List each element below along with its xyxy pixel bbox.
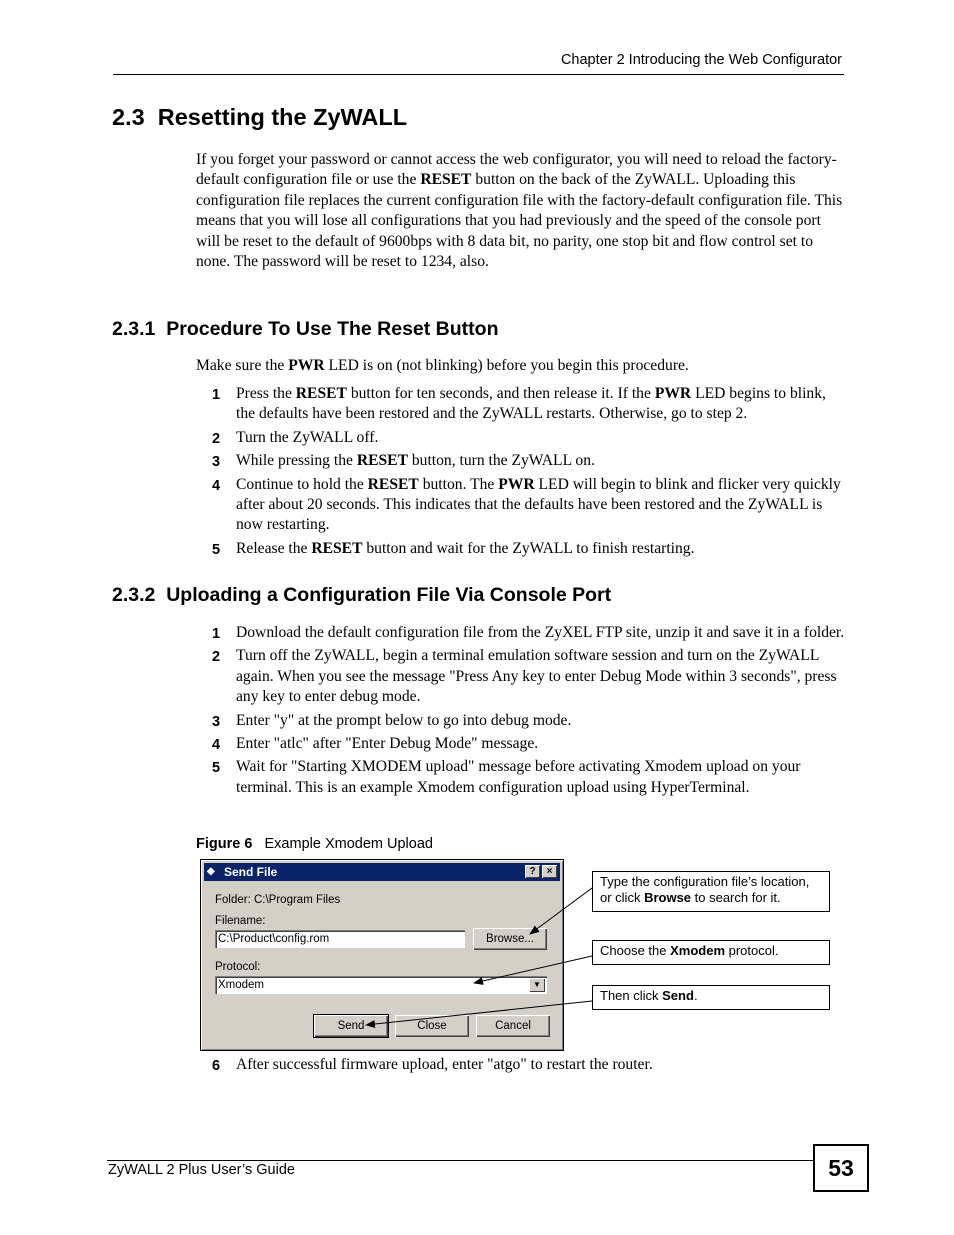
final-step — [196, 1055, 846, 1078]
filename-input[interactable]: C:\Product\config.rom — [215, 930, 465, 948]
list-item: 1 Download the default configuration file from the ZyXEL FTP site, unzip it and save it in a folder. — [212, 624, 845, 642]
list-item: 5 Release the RESET button and wait for the ZyWALL to finish restarting. — [212, 539, 695, 558]
list-item: 4 Enter "atlc" after "Enter Debug Mode" message. — [212, 735, 539, 754]
chapter-header: Chapter 2 Introducing the Web Configurator — [560, 52, 842, 68]
list-item: 4 Continue to hold the RESET button. The PWR LED will begin to blink and flicker very quickly after about 20 seconds. This indicates that the defaults have been restored and the ZyWALL is now restarting. — [212, 475, 841, 534]
cancel-button[interactable]: Cancel — [476, 1015, 550, 1037]
help-button[interactable]: ? — [525, 865, 540, 878]
dialog-title: Send File — [224, 865, 278, 879]
list-item: 6 After successful firmware upload, enter "atgo" to restart the router. — [212, 1056, 653, 1074]
browse-button[interactable]: Browse... — [473, 928, 547, 950]
send-button[interactable]: Send — [314, 1015, 388, 1037]
filename-label: Filename: — [215, 915, 266, 927]
subsection-title-reset: 2.3.1 Procedure To Use The Reset Button — [112, 318, 499, 340]
list-item: 2 Turn the ZyWALL off. — [212, 428, 379, 447]
arrow-to-send — [366, 1001, 592, 1025]
arrow-to-browse — [530, 888, 592, 934]
callout-send: Then click Send. — [592, 985, 830, 1010]
close-icon[interactable]: × — [542, 865, 557, 878]
folder-label: Folder: C:\Program Files — [215, 894, 341, 906]
section-title: 2.3 Resetting the ZyWALL — [112, 104, 408, 130]
protocol-label: Protocol: — [215, 961, 261, 973]
list-item: 3 Enter "y" at the prompt below to go into debug mode. — [212, 711, 572, 730]
section-intro: If you forget your password or cannot access the web configurator, you will need to reload the factory-default configuration file or use the RESET button on the back of the ZyWALL. Uploading this configuration file replaces the current configuration file with the factory-default configuration file. This means that you will lose all configurations that you had previously and the speed of the console port will be reset to the default of 9600bps with 8 data bit, no parity, one stop bit and flow control set to none. The password will be reset to 1234, also. — [196, 151, 843, 271]
list-item: 1 Press the RESET button for ten seconds, and then release it. If the PWR LED begins to blink, the defaults have been restored and the ZyWALL restarts. Otherwise, go to step 2. — [212, 385, 826, 423]
subsection-intro-reset: Make sure the PWR LED is on (not blinking) before you begin this procedure. — [196, 357, 689, 374]
close-button[interactable]: Close — [395, 1015, 469, 1037]
list-item: 5 Wait for "Starting XMODEM upload" message before activating Xmodem upload on your terminal. This is an example Xmodem configuration upload using HyperTerminal. — [212, 758, 801, 796]
figure-caption: Figure 6 Example Xmodem Upload — [196, 836, 433, 852]
protocol-value: Xmodem — [218, 979, 265, 991]
callout-browse: Type the configuration file’s location, or click Browse to search for it. — [592, 871, 830, 912]
app-icon: ◆ — [207, 866, 215, 877]
arrow-to-protocol — [474, 956, 592, 983]
subsection-title-upload: 2.3.2 Uploading a Configuration File Via Console Port — [112, 584, 612, 606]
callout-protocol: Choose the Xmodem protocol. — [592, 940, 830, 965]
list-item: 2 Turn off the ZyWALL, begin a terminal emulation software session and turn on the ZyWALL again. When you see the message "Press Any key to enter Debug Mode within 3 seconds", press any key to enter debug mode. — [212, 647, 837, 706]
footer-rule — [107, 1160, 813, 1161]
guide-title: ZyWALL 2 Plus User’s Guide — [108, 1162, 295, 1178]
page-number: 53 — [813, 1144, 869, 1192]
chevron-down-icon[interactable]: ▼ — [529, 978, 545, 992]
list-item: 3 While pressing the RESET button, turn the ZyWALL on. — [212, 452, 595, 471]
